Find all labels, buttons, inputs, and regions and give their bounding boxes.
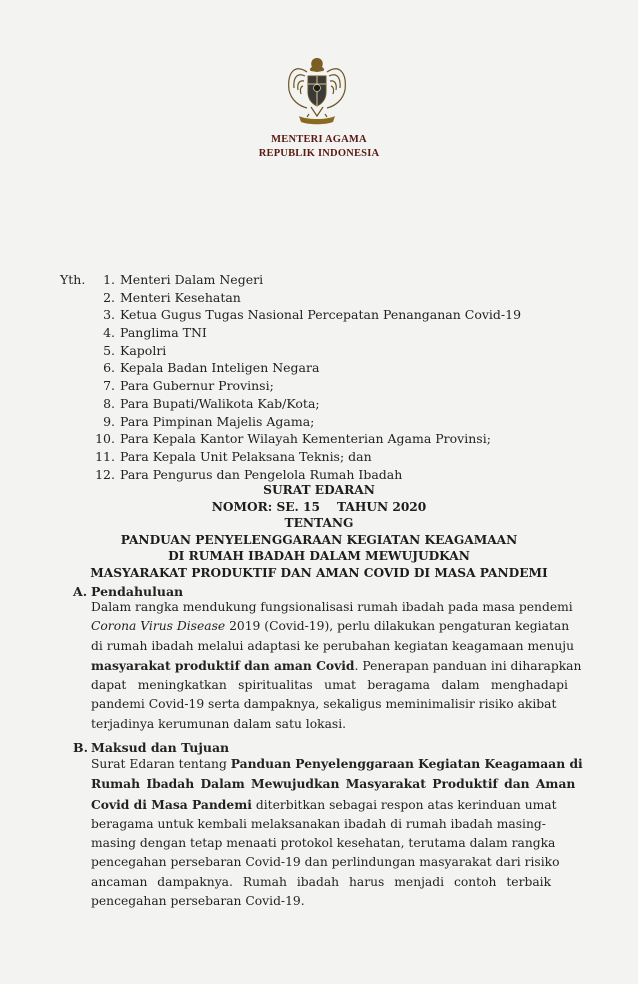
title-line: DI RUMAH IBADAH DALAM MEWUJUDKAN [168, 549, 470, 564]
garuda-emblem-icon [277, 50, 357, 130]
title-line: TENTANG [284, 516, 354, 531]
title-line: PANDUAN PENYELENGGARAAN KEGIATAN KEAGAMAAN [120, 532, 518, 547]
header-subtitle: REPUBLIK INDONESIA [258, 148, 380, 159]
recipient-label: Yth. [60, 272, 86, 287]
title-number: NOMOR: SE. 15 TAHUN 2020 [211, 499, 427, 514]
section-b-paragraph: Surat Edaran tentang Panduan Penyelenggaraan Kegiatan Keagamaan di Rumah Ibadah Dalam Mewujudkan Masyarakat Produktif dan Aman Covid di Masa Pandemi diterbitkan sebagai respon atas kerinduan umat beragama untuk kembali melaksanakan ibadah di rumah ibadah masing- masing dengan tetap menaati protokol kesehatan, terutama dalam rangka pencegahan persebaran Covid-19 dan perlindungan masyarakat dari risiko ancaman dampaknya. Rumah ibadah harus menjadi contoh terbaik pencegahan persebaran Covid-19. [91, 756, 583, 909]
header-title: MENTERI AGAMA [271, 134, 367, 145]
letter-page: MENTERI AGAMA REPUBLIK INDONESIA Yth. 1. Menteri Dalam Negeri 2. Menteri Kesehatan 3. Ketua Gugus Tugas Nasional Percepatan Penanganan Covid-19 4. Panglima TNI 5. Kapolri 6. Kepala Badan Inteligen Negara 7. Para Gubernur Provinsi; 8. Para Bupati/Walikota Kab/Kota; 9. Para Pimpinan Majelis Agama; 10. Para Kepala Kantor Wilayah Kementerian Agama Provinsi; 11. Para Kepala Unit Pelaksana Teknis; dan 12. Para Pengurus dan Pengelola Rumah Ibadah SURAT EDARAN NOMOR: SE. 15 TAHUN 2020 TENTANG PANDUAN PENYELENGGARAAN KEGIATAN KEAGAMAAN DI RUMAH IBADAH DALAM MEWUJUDKAN MASYARAKAT PRODUKTIF DAN AMAN COVID DI MASA PANDEMI A. Pendahuluan Dalam rangka mendukung fungsionalisasi rumah ibadah pada masa pendemi Corona Virus Disease 2019 (Covid-19), perlu dilakukan pengaturan kegiatan di rumah ibadah melalui adaptasi ke perubahan kegiatan keagamaan menuju masyarakat produktif dan aman Covid. Penerapan panduan ini diharapkan dapat meningkatkan spiritualitas umat beragama dalam menghadapi pandemi Covid-19 serta dampaknya, sekaligus meminimalisir risiko akibat terjadinya kerumunan dalam satu lokasi. B. Maksud dan Tujuan Surat Edaran tentang Panduan Penyelenggaraan Kegiatan Keagamaan di Rumah Ibadah Dalam Mewujudkan Masyarakat Produktif dan Aman Covid di Masa Pandemi diterbitkan sebagai respon atas kerinduan umat beragama untuk kembali melaksanakan ibadah di rumah ibadah masing- masing dengan tetap menaati protokol kesehatan, terutama dalam rangka pencegahan persebaran Covid-19 dan perlindungan masyarakat dari risiko ancaman dampaknya. Rumah ibadah harus menjadi contoh terbaik pencegahan persebaran Covid-19. [0, 0, 638, 984]
document-title [0, 482, 638, 582]
section-a-paragraph: Dalam rangka mendukung fungsionalisasi rumah ibadah pada masa pendemi Corona Virus Disease 2019 (Covid-19), perlu dilakukan pengaturan kegiatan di rumah ibadah melalui adaptasi ke perubahan kegiatan keagamaan menuju masyarakat produktif dan aman Covid. Penerapan panduan ini diharapkan dapat meningkatkan spiritualitas umat beragama dalam menghadapi pandemi Covid-19 serta dampaknya, sekaligus meminimalisir risiko akibat terjadinya kerumunan dalam satu lokasi. [91, 600, 582, 731]
title-line: MASYARAKAT PRODUKTIF DAN AMAN COVID DI MASA PANDEMI [90, 565, 548, 580]
title-line: SURAT EDARAN [263, 483, 375, 497]
